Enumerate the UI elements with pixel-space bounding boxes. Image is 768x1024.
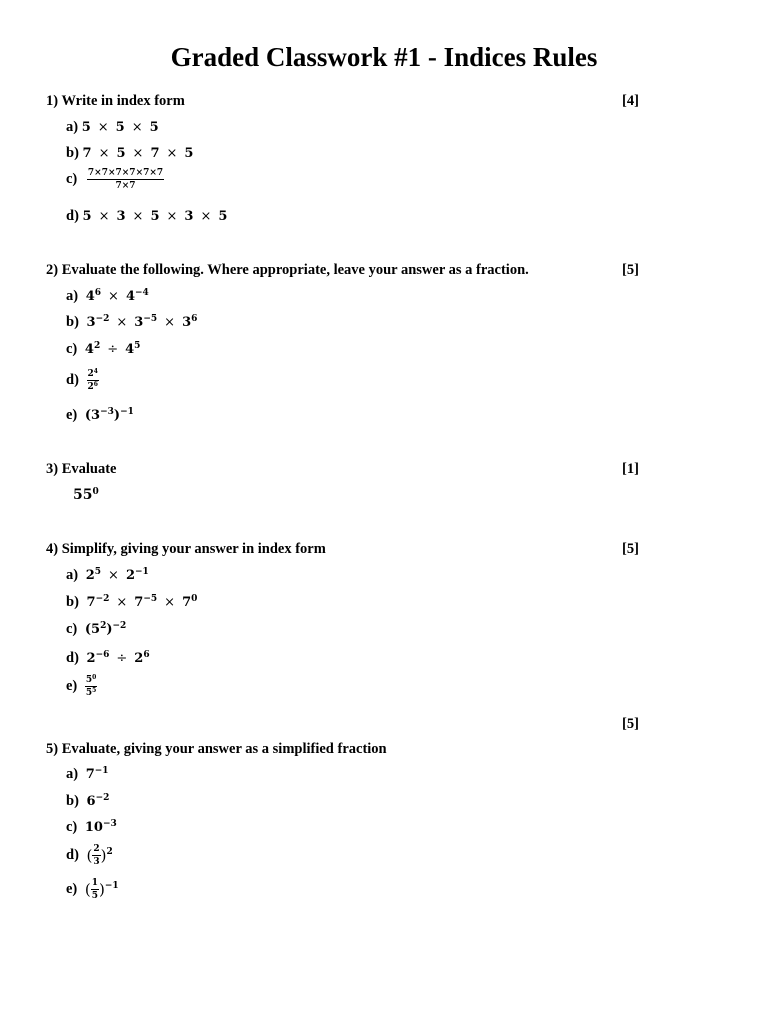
expression: ( $\frac{1}{5}$ )$^{-1}$ [84, 878, 119, 901]
part-letter: b) [66, 145, 79, 161]
question-3-marks: [1] [622, 461, 639, 477]
part-letter: b) [66, 793, 79, 809]
expression: $7^{-2} \times 7^{-5} \times 7^0$ [86, 594, 198, 610]
question-4-heading: 4) Simplify, giving your answer in index form [46, 541, 326, 557]
part-letter: e) [66, 881, 78, 898]
q5-part-b [66, 793, 109, 810]
expression: $(3^{-3})^{-1}$ [84, 407, 134, 423]
q1-part-d [66, 208, 227, 225]
part-letter: d) [66, 208, 79, 224]
part-letter: b) [66, 314, 79, 330]
fraction: $\frac{7\times 7\times 7\times 7\times 7\times 7}{7\times 7}$ [87, 168, 164, 191]
expression: 5 × 3 × 5 × 3 × 5 [82, 209, 228, 224]
q1-part-c [66, 168, 164, 191]
expression: $4^6 \times 4^{-4}$ [85, 288, 149, 304]
page-title: Graded Classwork #1 - Indices Rules [170, 42, 598, 72]
question-1-marks: [4] [622, 93, 639, 109]
question-2-marks: [5] [622, 262, 639, 278]
part-letter: a) [66, 567, 79, 583]
expression: 5 × 5 × 5 [81, 120, 159, 135]
question-5-marks: [5] [622, 716, 639, 732]
fraction: $\frac{2^4}{2^6}$ [87, 368, 98, 392]
q4-part-c [66, 621, 126, 638]
part-letter: c) [66, 621, 78, 637]
part-letter: c) [66, 819, 78, 835]
question-1-heading: 1) Write in index form [46, 93, 185, 109]
expression: $(5^2)^{-2}$ [84, 621, 127, 637]
q5-part-e [66, 878, 119, 901]
question-2-heading: 2) Evaluate the following. Where appropriate, leave your answer as a fraction. [46, 262, 529, 278]
q4-part-d [66, 650, 150, 667]
q5-part-d [66, 844, 113, 867]
q1-part-b [66, 145, 193, 162]
q2-part-c [66, 341, 140, 358]
q2-part-d [66, 369, 99, 392]
expression: $4^2 \div 4^5$ [84, 341, 141, 357]
question-4-marks: [5] [622, 541, 639, 557]
expression: $2^{-6} \div 2^6$ [86, 650, 150, 666]
part-letter: d) [66, 650, 79, 666]
q5-part-c [66, 819, 117, 836]
q4-part-e [66, 675, 97, 698]
part-letter: b) [66, 594, 79, 610]
part-letter: d) [66, 372, 79, 388]
expression: $10^{-3}$ [84, 819, 117, 835]
expression: 7 × 5 × 7 × 5 [82, 146, 194, 161]
fraction: $\frac{2}{3}$ [93, 844, 100, 867]
part-letter: a) [66, 119, 79, 135]
q5-part-a [66, 766, 109, 783]
expression: $3^{-2} \times 3^{-5} \times 3^6$ [86, 314, 198, 330]
q3-expression: $55^0$ [73, 487, 99, 503]
question-3-heading: 3) Evaluate [46, 461, 117, 477]
question-5-heading: 5) Evaluate, giving your answer as a simplified fraction [46, 741, 387, 757]
q4-part-a [66, 567, 149, 584]
expression: $6^{-2}$ [86, 793, 110, 809]
fraction: $\frac{1}{5}$ [91, 878, 99, 901]
fraction: $\frac{5^0}{5^5}$ [85, 674, 97, 698]
q2-part-b [66, 314, 197, 331]
part-letter: d) [66, 847, 79, 864]
q2-part-a [66, 288, 149, 305]
part-letter: e) [66, 678, 78, 694]
part-letter: c) [66, 341, 78, 357]
part-letter: a) [66, 288, 79, 304]
part-letter: e) [66, 407, 78, 423]
expression: $2^5 \times 2^{-1}$ [85, 567, 149, 583]
q1-part-a [66, 119, 159, 136]
expression: $7^{-1}$ [85, 766, 109, 782]
expression: ( $\frac{2}{3}$ )$^2$ [86, 844, 113, 867]
part-letter: a) [66, 766, 79, 782]
part-letter: c) [66, 171, 78, 187]
q2-part-e [66, 407, 134, 424]
q4-part-b [66, 594, 197, 611]
